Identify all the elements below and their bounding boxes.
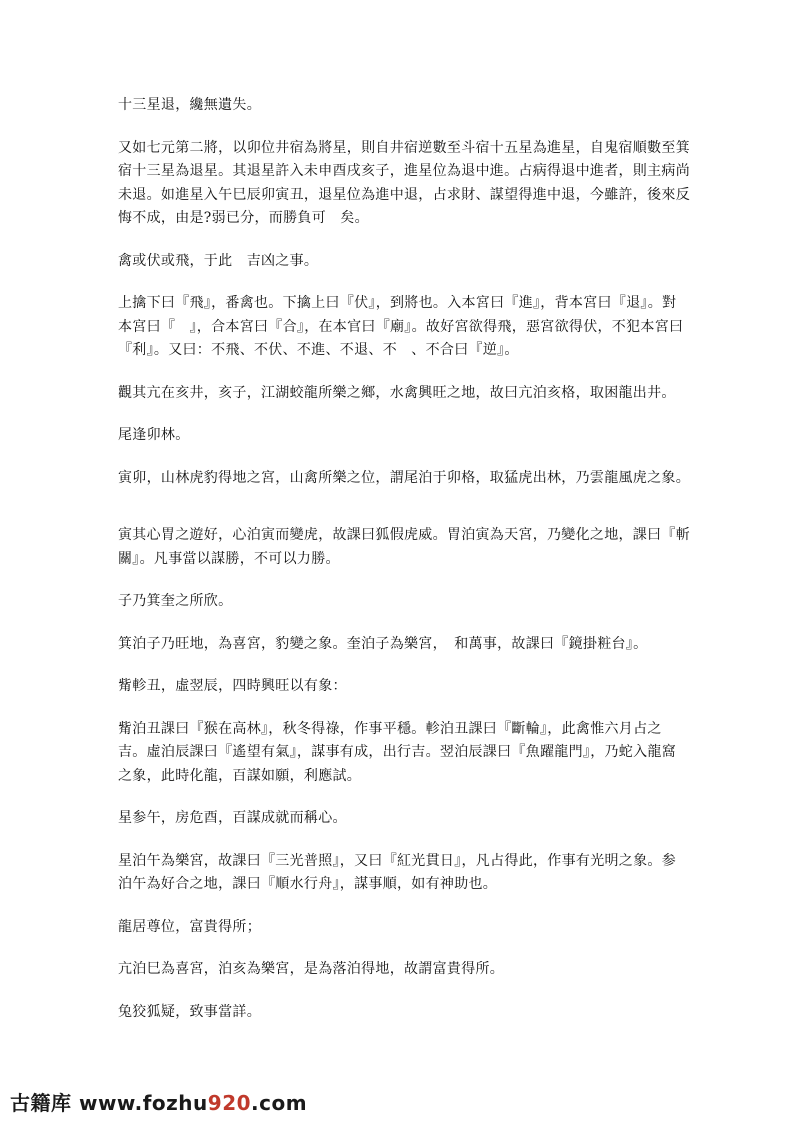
paragraph: 子乃箕奎之所欣。	[118, 593, 233, 609]
paragraph: 十三星退，纔無遺失。	[118, 97, 261, 113]
paragraph: 觜泊丑課曰『猴在高林』，秋冬得祿，作事平穩。軫泊丑課曰『斷輪』，此禽惟六月占之吉。虛泊辰課曰『遙望有氣』，謀事有成，出行吉。翌泊辰課曰『魚躍龍門』，乃蛇入龍窩之象，此時化龍，百謀如願，利應試。	[118, 720, 676, 784]
paragraph: 又如七元第二將，以卯位井宿為將星，則自井宿逆數至斗宿十五星為進星，自鬼宿順數至箕宿十三星為退星。其退星許入未申酉戌亥子，進星位為退中進。占病得退中進者，則主病尚未退。如進星入午巳辰卯寅丑，退星位為進中退，占求財、謀望得進中退，今雖許，後來反悔不成，由是?弱已分，而勝負可 矣。	[118, 139, 690, 226]
paragraph: 觜軫丑，虛翌辰，四時興旺以有象：	[118, 678, 347, 694]
footer-url-number: 920	[207, 1091, 252, 1115]
paragraph: 上擒下曰『飛』，番禽也。下擒上曰『伏』，到將也。入本宮曰『進』，背本宮曰『退』。對本宮曰『 』，合本宮曰『合』，在本官曰『廟』。故好宮欲得飛，惡宮欲得伏，不犯本宮曰『利』。又曰：不飛、不伏、不進、不退、不 、不合曰『逆』。	[118, 295, 684, 358]
paragraph: 觀其亢在亥井，亥子，江湖蛟龍所樂之鄉，水禽興旺之地，故曰亢泊亥格，取困龍出井。	[118, 384, 676, 401]
footer-watermark	[10, 1087, 307, 1116]
paragraph: 尾逢卯林。	[118, 427, 190, 443]
paragraph: 寅其心胃之遊好，心泊寅而變虎，故課曰狐假虎威。胃泊寅為天宮，乃變化之地，課曰『斬關』。凡事當以謀勝，不可以力勝。	[118, 527, 690, 567]
paragraph: 龍居尊位，富貴得所；	[118, 918, 261, 935]
footer-site-name: 古籍库	[10, 1091, 72, 1115]
footer-url-suffix: .com	[251, 1091, 308, 1115]
paragraph: 寅卯，山林虎豹得地之宮，山禽所樂之位，謂尾泊于卯格，取猛虎出林，乃雲龍風虎之象。	[118, 469, 690, 486]
paragraph: 箕泊子乃旺地，為喜宮，豹變之象。奎泊子為樂宮， 和萬事，故課曰『鏡掛粧台』。	[118, 635, 648, 652]
paragraph: 禽或伏或飛，于此 吉凶之事。	[118, 252, 319, 269]
paragraph: 星参午，房危酉，百謀成就而稱心。	[118, 810, 347, 826]
footer-url-prefix: www.fozhu	[78, 1091, 208, 1115]
paragraph: 兔狡狐疑，致事當詳。	[118, 1003, 261, 1020]
document-body	[118, 94, 690, 1043]
paragraph: 星泊午為樂宮，故課曰『三光普照』，又曰『紅光貫日』，凡占得此，作事有光明之象。参泊午為好合之地，課曰『順水行舟』，謀事順，如有神助也。	[118, 852, 676, 892]
paragraph: 亢泊巳為喜宮，泊亥為樂宮，是為落泊得地，故謂富貴得所。	[118, 961, 505, 977]
